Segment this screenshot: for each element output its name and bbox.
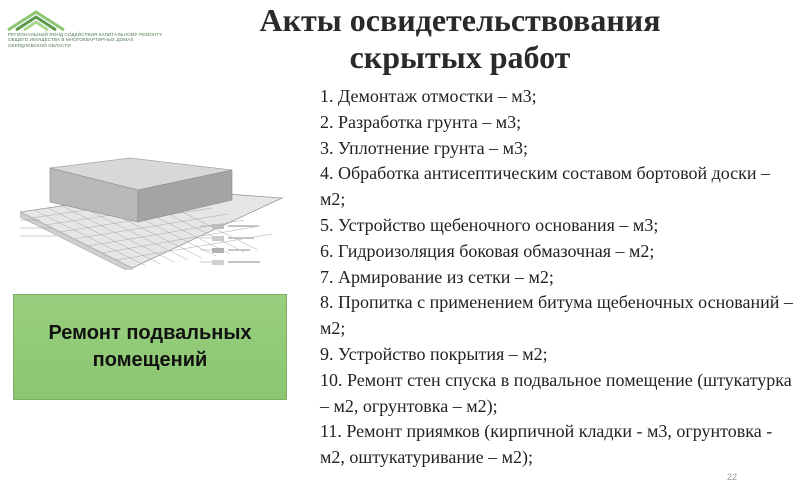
list-item: 9. Устройство покрытия – м2; bbox=[320, 343, 548, 364]
list-item: 5. Устройство щебеночного основания – м3; bbox=[320, 214, 659, 235]
logo-caption: РЕГИОНАЛЬНЫЙ ФОНД СОДЕЙСТВИЯ КАПИТАЛЬНОМУ РЕМОНТУ ОБЩЕГО ИМУЩЕСТВА В МНОГОКВАРТИРНЫХ ДОМАХ СВЕРДЛОВСКОЙ ОБЛАСТИ bbox=[8, 32, 163, 48]
page-title: Акты освидетельствования скрытых работ bbox=[259, 2, 661, 75]
page-number: 22 bbox=[727, 472, 738, 482]
list-item: 1. Демонтаж отмостки – м3; bbox=[320, 86, 537, 106]
house-roof-icon bbox=[6, 8, 76, 32]
list-item: 11. Ремонт приямков (кирпичной кладки - м3, огрунтовка - м2, оштукатуривание – м2); bbox=[320, 421, 773, 468]
list-item: 6. Гидроизоляция боковая обмазочная – м2; bbox=[320, 240, 655, 261]
basement-repair-label: Ремонт подвальных помещений bbox=[48, 322, 252, 371]
basement-repair-box bbox=[13, 294, 287, 400]
list-item: 3. Уплотнение грунта – м3; bbox=[320, 137, 529, 158]
list-item: 4. Обработка антисептическим составом бортовой доски – м2; bbox=[320, 163, 771, 210]
list-item: 7. Армирование из сетки – м2; bbox=[320, 266, 554, 287]
foundation-blind-area-illustration bbox=[20, 150, 320, 270]
list-item: 10. Ремонт стен спуска в подвальное помещение (штукатурка – м2, огрунтовка – м2); bbox=[320, 369, 792, 416]
fund-logo bbox=[6, 8, 236, 48]
list-item: 8. Пропитка с применением битума щебеночных оснований – м2; bbox=[320, 292, 793, 339]
works-list bbox=[320, 84, 795, 471]
list-item: 2. Разработка грунта – м3; bbox=[320, 111, 522, 132]
